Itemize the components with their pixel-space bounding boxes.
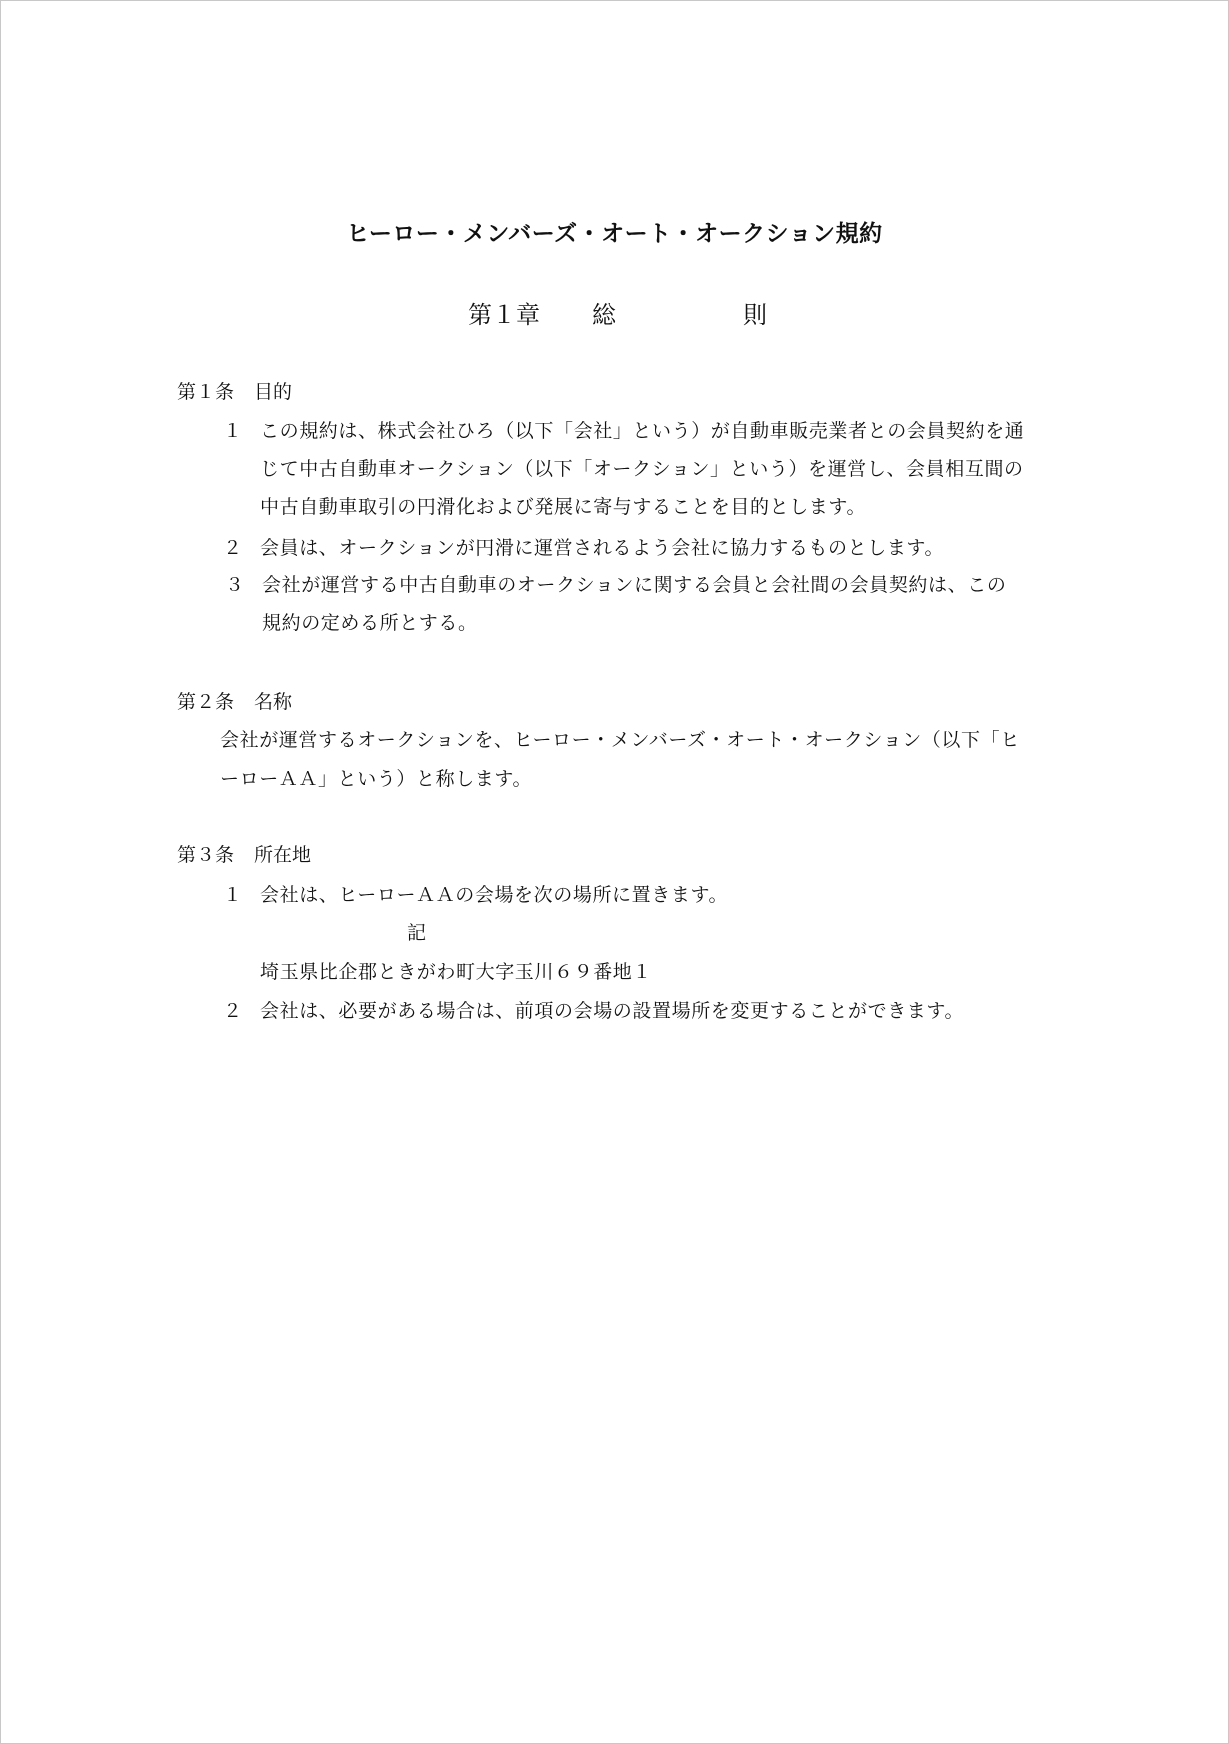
document-title: ヒーロー・メンバーズ・オート・オークション規約 (346, 221, 883, 247)
article-1-item-1-line-2: じて中古自動車オークション（以下「オークション」という）を運営し、会員相互間の (260, 458, 1024, 480)
article-1-item-1-line-3: 中古自動車取引の円滑化および発展に寄与することを目的とします。 (260, 496, 867, 518)
venue-address: 埼玉県比企郡ときがわ町大字玉川６９番地１ (260, 961, 653, 983)
article-2-line-2: ーローＡＡ」という）と称します。 (220, 768, 533, 790)
article-3-item-1-line-1: 会社は、ヒーローＡＡの会場を次の場所に置きます。 (260, 884, 729, 906)
article-3-item-2-line-1: 会社は、必要がある場合は、前項の会場の設置場所を変更することができます。 (260, 1000, 965, 1022)
item-number: １ (223, 884, 243, 906)
article-label: 第１条 (177, 381, 235, 403)
article-1-item-3-line-2: 規約の定める所とする。 (262, 612, 478, 634)
article-2-heading (177, 687, 292, 714)
article-2-line-1: 会社が運営するオークションを、ヒーロー・メンバーズ・オート・オークション（以下「ヒ (220, 729, 1020, 751)
chapter-name-part-1: 総 (592, 301, 616, 329)
item-number: １ (223, 420, 243, 442)
chapter-number: 第１章 (468, 301, 540, 329)
article-3-heading (177, 840, 311, 867)
article-1-item-2-line-1: 会員は、オークションが円滑に運営されるよう会社に協力するものとします。 (260, 537, 945, 559)
article-1-heading (177, 377, 292, 404)
item-number: ３ (225, 574, 245, 596)
article-label: 第３条 (177, 844, 235, 866)
chapter-name-part-2: 則 (743, 301, 767, 329)
item-number: ２ (223, 537, 243, 559)
item-number: ２ (223, 1000, 243, 1022)
article-1-item-1-line-1: この規約は、株式会社ひろ（以下「会社」という）が自動車販売業者との会員契約を通 (260, 420, 1025, 442)
article-name: 所在地 (254, 844, 312, 866)
article-1-item-3-line-1: 会社が運営する中古自動車のオークションに関する会員と会社間の会員契約は、この (262, 574, 1007, 596)
article-label: 第２条 (177, 691, 235, 713)
article-name: 目的 (254, 381, 293, 403)
article-name: 名称 (254, 691, 293, 713)
note-mark: 記 (407, 922, 427, 944)
